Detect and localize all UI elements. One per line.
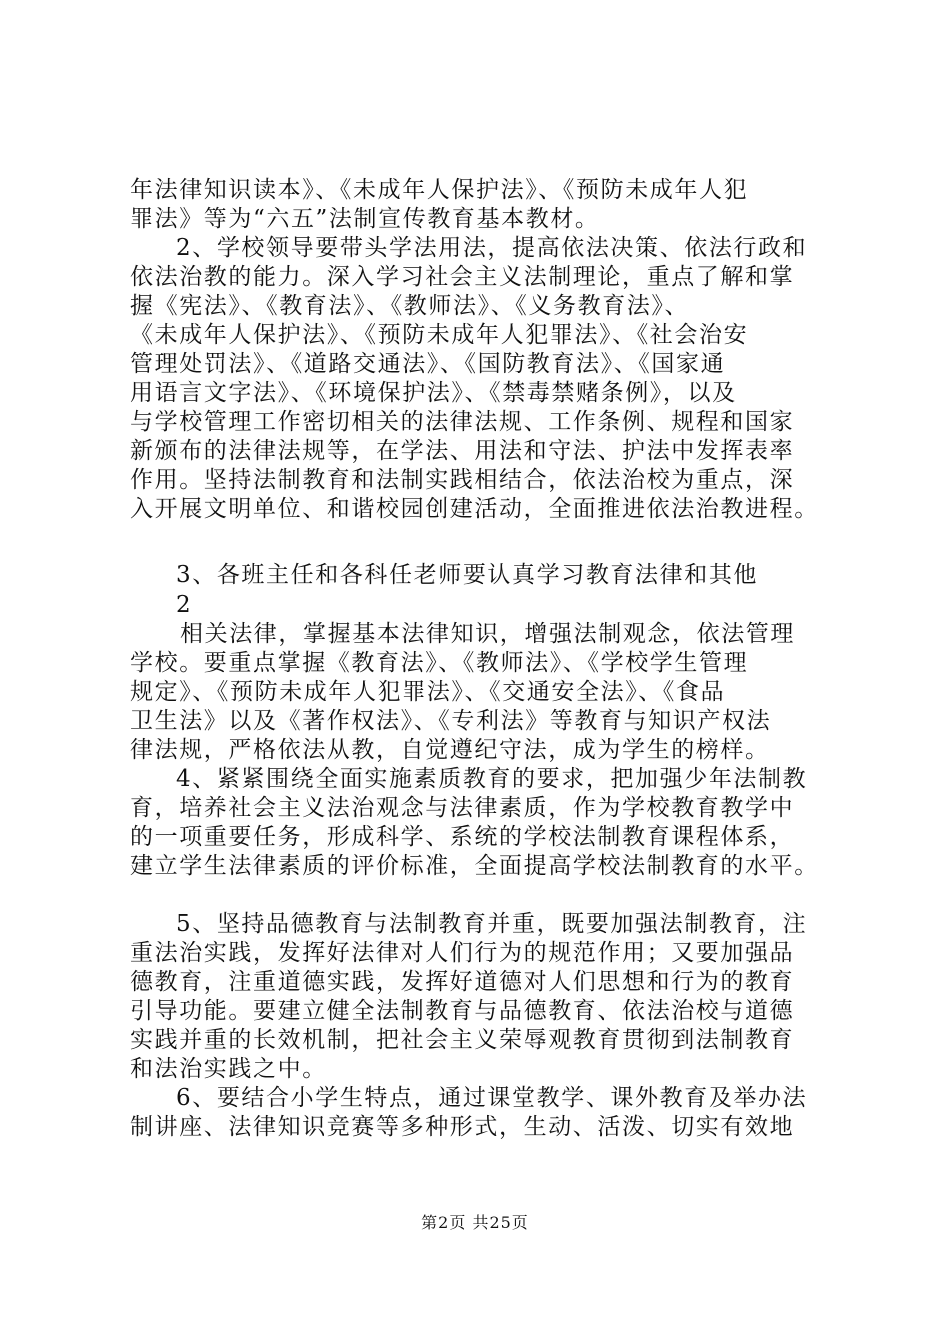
text-line: 3、各班主任和各科任老师要认真学习教育法律和其他 xyxy=(176,562,759,588)
text-line: 实践并重的长效机制，把社会主义荣辱观教育贯彻到法制教育 xyxy=(130,1027,795,1053)
text-line: 规定》、《预防未成年人犯罪法》、《交通安全法》、《食品 xyxy=(130,679,726,705)
text-line: 5、坚持品德教育与法制教育并重，既要加强法制教育，注 xyxy=(176,911,808,937)
text-line: 罪法》等为“六五”法制宣传教育基本教材。 xyxy=(130,206,600,232)
text-line: 和法治实践之中。 xyxy=(130,1056,327,1082)
text-line: 入开展文明单位、和谐校园创建活动，全面推进依法治教进程。 xyxy=(130,496,819,522)
text-line: 4、紧紧围绕全面实施素质教育的要求，把加强少年法制教 xyxy=(176,766,808,792)
text-line: 2、学校领导要带头学法用法，提高依法决策、依法行政和 xyxy=(176,235,808,261)
text-line: 6、要结合小学生特点，通过课堂教学、课外教育及举办法 xyxy=(176,1085,808,1111)
text-line: 新颁布的法律法规等，在学法、用法和守法、护法中发挥表率 xyxy=(130,438,795,464)
text-line: 建立学生法律素质的评价标准，全面提高学校法制教育的水平。 xyxy=(130,853,819,879)
text-line: 用语言文字法》、《环境保护法》、《禁毒禁赌条例》，以及 xyxy=(130,380,737,406)
text-line: 与学校管理工作密切相关的法律法规、工作条例、规程和国家 xyxy=(130,409,795,435)
text-line: 作用。坚持法制教育和法制实践相结合，依法治校为重点，深 xyxy=(130,467,795,493)
text-line: 管理处罚法》、《道路交通法》、《国防教育法》、《国家通 xyxy=(130,351,726,377)
text-line: 律法规，严格依法从教，自觉遵纪守法，成为学生的榜样。 xyxy=(130,737,770,763)
text-line: 卫生法》以及《著作权法》、《专利法》等教育与知识产权法 xyxy=(130,708,772,734)
text-line: 2 xyxy=(176,592,193,618)
text-line: 制讲座、法律知识竞赛等多种形式，生动、活泼、切实有效地 xyxy=(130,1114,795,1140)
text-line: 育，培养社会主义法治观念与法律素质，作为学校教育教学中 xyxy=(130,795,795,821)
text-line: 握《宪法》、《教育法》、《教师法》、《义务教育法》、 xyxy=(130,293,690,319)
text-line: 重法治实践，发挥好法律对人们行为的规范作用；又要加强品 xyxy=(130,940,795,966)
text-line: 德教育，注重道德实践，发挥好道德对人们思想和行为的教育 xyxy=(130,969,795,995)
page-footer: 第2页 共25页 xyxy=(421,1213,529,1232)
text-line: 的一项重要任务，形成科学、系统的学校法制教育课程体系， xyxy=(130,824,795,850)
text-line: 年法律知识读本》、《未成年人保护法》、《预防未成年人犯 xyxy=(130,177,749,203)
text-line: 依法治教的能力。深入学习社会主义法制理论，重点了解和掌 xyxy=(130,264,795,290)
text-line: 学校。要重点掌握《教育法》、《教师法》、《学校学生管理 xyxy=(130,650,749,676)
text-line: 相关法律，掌握基本法律知识，增强法制观念，依法管理 xyxy=(180,621,795,647)
text-line: 引导功能。要建立健全法制教育与品德教育、依法治校与道德 xyxy=(130,998,795,1024)
text-line: 《未成年人保护法》、《预防未成年人犯罪法》、《社会治安 xyxy=(130,322,749,348)
